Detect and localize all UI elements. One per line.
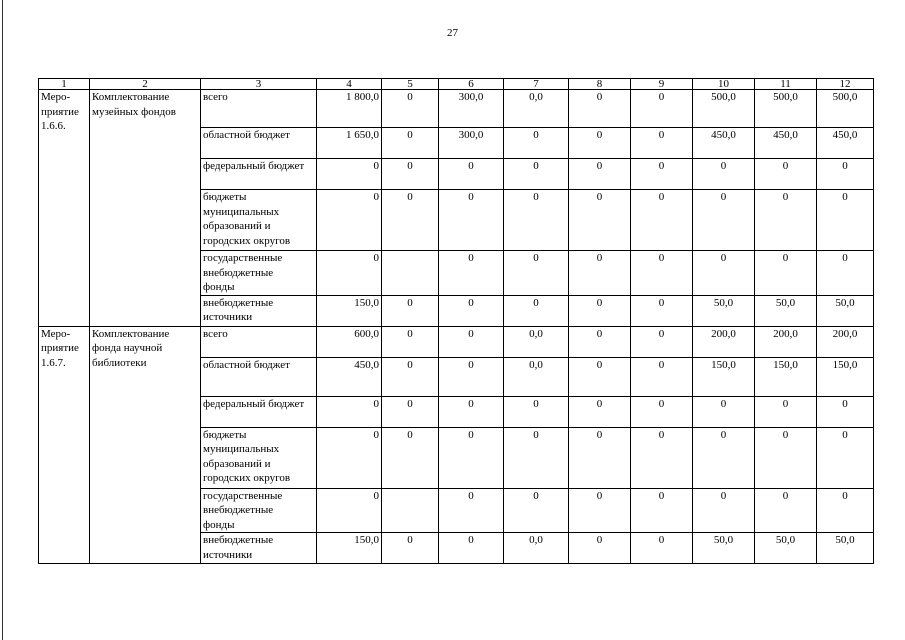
funding-source: всего <box>201 90 317 128</box>
value-cell: 0 <box>817 427 874 488</box>
value-cell: 0 <box>504 159 569 190</box>
value-cell: 0,0 <box>504 533 569 564</box>
value-cell: 150,0 <box>693 357 755 396</box>
value-cell: 200,0 <box>693 326 755 357</box>
value-cell: 0 <box>439 533 504 564</box>
event-code: Меро- приятие 1.6.7. <box>39 326 90 564</box>
value-cell: 200,0 <box>817 326 874 357</box>
value-cell: 450,0 <box>755 128 817 159</box>
value-cell: 0 <box>504 190 569 251</box>
value-cell: 0 <box>439 427 504 488</box>
value-cell: 300,0 <box>439 90 504 128</box>
column-number-4: 4 <box>317 79 382 90</box>
column-number-7: 7 <box>504 79 569 90</box>
value-cell: 0 <box>504 128 569 159</box>
column-number-9: 9 <box>631 79 693 90</box>
column-number-6: 6 <box>439 79 504 90</box>
funding-source: внебюджетные источники <box>201 533 317 564</box>
value-cell: 0 <box>569 251 631 296</box>
value-cell: 0 <box>317 159 382 190</box>
value-cell: 0 <box>382 357 439 396</box>
value-cell: 0 <box>693 427 755 488</box>
column-number-2: 2 <box>90 79 201 90</box>
value-cell: 0 <box>382 159 439 190</box>
value-cell: 500,0 <box>693 90 755 128</box>
value-cell: 0 <box>569 357 631 396</box>
value-cell: 50,0 <box>755 533 817 564</box>
value-cell: 0 <box>755 427 817 488</box>
value-cell: 50,0 <box>693 533 755 564</box>
value-cell: 0 <box>631 251 693 296</box>
value-cell: 0 <box>317 488 382 533</box>
value-cell: 0 <box>317 427 382 488</box>
value-cell: 0 <box>504 295 569 326</box>
column-number-12: 12 <box>817 79 874 90</box>
value-cell: 0 <box>382 128 439 159</box>
value-cell: 0 <box>569 190 631 251</box>
value-cell: 0 <box>504 427 569 488</box>
value-cell: 0 <box>439 295 504 326</box>
page-edge-line <box>2 0 3 640</box>
value-cell: 0 <box>382 326 439 357</box>
event-name: Комплектование фонда научной библиотеки <box>90 326 201 564</box>
column-number-10: 10 <box>693 79 755 90</box>
value-cell: 0 <box>631 295 693 326</box>
value-cell: 0 <box>382 90 439 128</box>
value-cell: 0 <box>439 488 504 533</box>
event-code: Меро- приятие 1.6.6. <box>39 90 90 327</box>
value-cell: 500,0 <box>755 90 817 128</box>
value-cell: 450,0 <box>693 128 755 159</box>
funding-source: государственные внебюджетные фонды <box>201 251 317 296</box>
funding-source: внебюджетные источники <box>201 295 317 326</box>
value-cell: 0 <box>693 159 755 190</box>
value-cell: 300,0 <box>439 128 504 159</box>
funding-table <box>38 78 874 564</box>
value-cell: 0 <box>382 396 439 427</box>
funding-source: областной бюджет <box>201 128 317 159</box>
value-cell: 0 <box>569 396 631 427</box>
value-cell: 1 650,0 <box>317 128 382 159</box>
column-number-3: 3 <box>201 79 317 90</box>
value-cell: 450,0 <box>317 357 382 396</box>
value-cell: 0 <box>317 251 382 296</box>
value-cell: 50,0 <box>693 295 755 326</box>
value-cell: 0 <box>631 533 693 564</box>
value-cell: 50,0 <box>817 295 874 326</box>
value-cell: 0 <box>631 357 693 396</box>
value-cell: 0 <box>631 159 693 190</box>
funding-source: федеральный бюджет <box>201 396 317 427</box>
value-cell: 0 <box>631 427 693 488</box>
value-cell: 0 <box>382 295 439 326</box>
value-cell: 0 <box>693 251 755 296</box>
value-cell: 0 <box>755 396 817 427</box>
value-cell: 0 <box>693 396 755 427</box>
funding-source: бюджеты муниципальных образований и городских округов <box>201 190 317 251</box>
event-name: Комплектование музейных фондов <box>90 90 201 327</box>
value-cell: 0 <box>631 190 693 251</box>
value-cell: 0 <box>317 396 382 427</box>
value-cell: 50,0 <box>755 295 817 326</box>
value-cell: 0 <box>382 533 439 564</box>
column-number-5: 5 <box>382 79 439 90</box>
value-cell: 0 <box>504 251 569 296</box>
value-cell: 150,0 <box>755 357 817 396</box>
value-cell: 0 <box>382 190 439 251</box>
value-cell: 0 <box>439 396 504 427</box>
value-cell: 450,0 <box>817 128 874 159</box>
value-cell: 0 <box>631 90 693 128</box>
value-cell: 0 <box>693 190 755 251</box>
header-row <box>39 79 874 90</box>
funding-source: федеральный бюджет <box>201 159 317 190</box>
funding-source: всего <box>201 326 317 357</box>
value-cell <box>382 488 439 533</box>
value-cell: 0 <box>631 396 693 427</box>
value-cell: 0 <box>631 128 693 159</box>
value-cell: 0 <box>817 190 874 251</box>
value-cell: 600,0 <box>317 326 382 357</box>
value-cell: 0 <box>382 427 439 488</box>
value-cell: 0 <box>569 295 631 326</box>
column-number-11: 11 <box>755 79 817 90</box>
value-cell: 0 <box>755 251 817 296</box>
value-cell: 0 <box>569 533 631 564</box>
value-cell: 0 <box>439 159 504 190</box>
value-cell: 150,0 <box>317 295 382 326</box>
value-cell: 0 <box>439 357 504 396</box>
value-cell: 0,0 <box>504 326 569 357</box>
value-cell: 0 <box>817 251 874 296</box>
value-cell: 0 <box>439 251 504 296</box>
value-cell: 0 <box>439 326 504 357</box>
value-cell: 0 <box>504 488 569 533</box>
value-cell: 0,0 <box>504 90 569 128</box>
funding-source: государственные внебюджетные фонды <box>201 488 317 533</box>
value-cell: 500,0 <box>817 90 874 128</box>
value-cell: 0 <box>569 90 631 128</box>
value-cell: 0 <box>569 488 631 533</box>
value-cell <box>382 251 439 296</box>
table-row <box>39 90 874 128</box>
column-number-8: 8 <box>569 79 631 90</box>
funding-source: бюджеты муниципальных образований и городских округов <box>201 427 317 488</box>
value-cell: 1 800,0 <box>317 90 382 128</box>
page-number: 27 <box>447 27 458 39</box>
value-cell: 0 <box>439 190 504 251</box>
value-cell: 0 <box>317 190 382 251</box>
value-cell: 150,0 <box>317 533 382 564</box>
funding-source: областной бюджет <box>201 357 317 396</box>
value-cell: 0 <box>817 159 874 190</box>
value-cell: 50,0 <box>817 533 874 564</box>
value-cell: 0 <box>693 488 755 533</box>
value-cell: 0 <box>755 488 817 533</box>
value-cell: 0 <box>569 128 631 159</box>
value-cell: 0 <box>569 159 631 190</box>
value-cell: 0,0 <box>504 357 569 396</box>
value-cell: 150,0 <box>817 357 874 396</box>
value-cell: 0 <box>569 326 631 357</box>
value-cell: 0 <box>817 488 874 533</box>
table-row <box>39 326 874 357</box>
value-cell: 0 <box>631 488 693 533</box>
value-cell: 200,0 <box>755 326 817 357</box>
column-number-1: 1 <box>39 79 90 90</box>
value-cell: 0 <box>504 396 569 427</box>
value-cell: 0 <box>569 427 631 488</box>
value-cell: 0 <box>755 190 817 251</box>
value-cell: 0 <box>817 396 874 427</box>
value-cell: 0 <box>631 326 693 357</box>
value-cell: 0 <box>755 159 817 190</box>
